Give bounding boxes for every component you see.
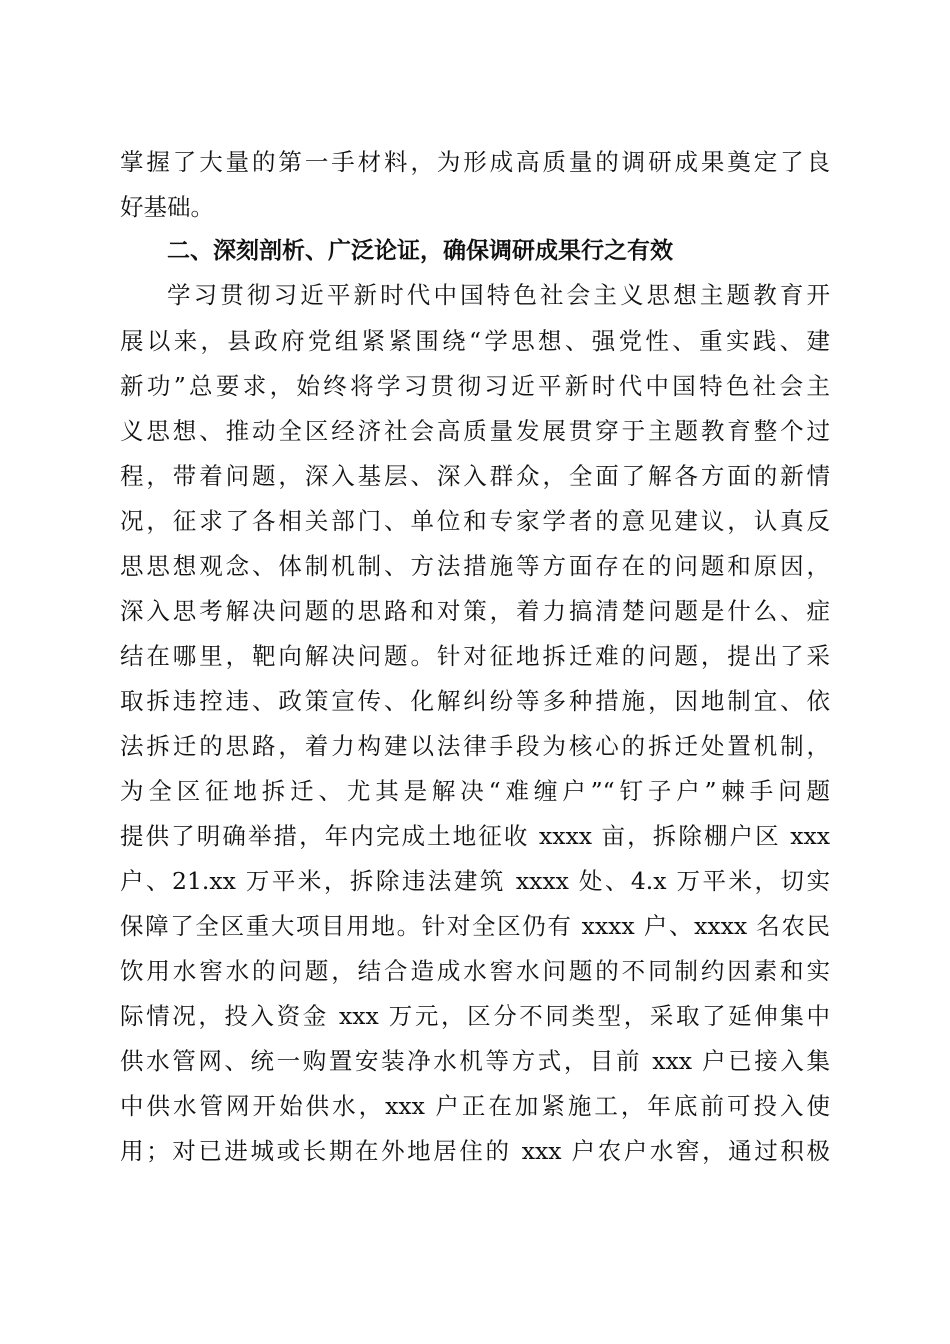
paragraph-line: 思思想观念、体制机制、方法措施等方面存在的问题和原因， <box>120 552 830 580</box>
paragraph-line: 中供水管网开始供水，xxx 户正在加紧施工，年底前可投入使 <box>120 1092 830 1120</box>
paragraph-line: 况，征求了各相关部门、单位和专家学者的意见建议，认真反 <box>120 507 830 535</box>
paragraph-line: 展以来，县政府党组紧紧围绕“学思想、强党性、重实践、建 <box>120 327 830 355</box>
paragraph-line: 深入思考解决问题的思路和对策，着力搞清楚问题是什么、症 <box>120 597 830 625</box>
paragraph-line: 际情况，投入资金 xxx 万元，区分不同类型，采取了延伸集中 <box>120 1002 830 1030</box>
section-heading: 二、深刻剖析、广泛论证，确保调研成果行之有效 <box>167 238 673 264</box>
paragraph-line: 提供了明确举措，年内完成土地征收 xxxx 亩，拆除棚户区 xxx <box>120 822 830 850</box>
paragraph-line: 取拆违控违、政策宣传、化解纠纷等多种措施，因地制宜、依 <box>120 687 830 715</box>
paragraph-line: 程，带着问题，深入基层、深入群众，全面了解各方面的新情 <box>120 462 830 490</box>
paragraph-line: 用；对已进城或长期在外地居住的 xxx 户农户水窖，通过积极 <box>120 1137 830 1165</box>
paragraph-line: 义思想、推动全区经济社会高质量发展贯穿于主题教育整个过 <box>120 417 830 445</box>
paragraph-line: 户、21.xx 万平米，拆除违法建筑 xxxx 处、4.x 万平米，切实 <box>120 867 830 895</box>
paragraph-line: 供水管网、统一购置安装净水机等方式，目前 xxx 户已接入集 <box>120 1047 830 1075</box>
paragraph-line: 饮用水窖水的问题，结合造成水窖水问题的不同制约因素和实 <box>120 957 830 985</box>
paragraph-line: 学习贯彻习近平新时代中国特色社会主义思想主题教育开 <box>167 281 830 309</box>
paragraph-line: 保障了全区重大项目用地。针对全区仍有 xxxx 户、xxxx 名农民 <box>120 912 830 940</box>
paragraph-line: 结在哪里，靶向解决问题。针对征地拆迁难的问题，提出了采 <box>120 642 830 670</box>
paragraph-line: 好基础。 <box>120 193 214 221</box>
paragraph-line: 为全区征地拆迁、尤其是解决“难缠户”“钉子户”棘手问题 <box>120 777 830 805</box>
paragraph-line: 新功”总要求，始终将学习贯彻习近平新时代中国特色社会主 <box>120 372 830 400</box>
paragraph-line: 法拆迁的思路，着力构建以法律手段为核心的拆迁处置机制， <box>120 732 830 760</box>
paragraph-line: 掌握了大量的第一手材料，为形成高质量的调研成果奠定了良 <box>120 148 830 176</box>
